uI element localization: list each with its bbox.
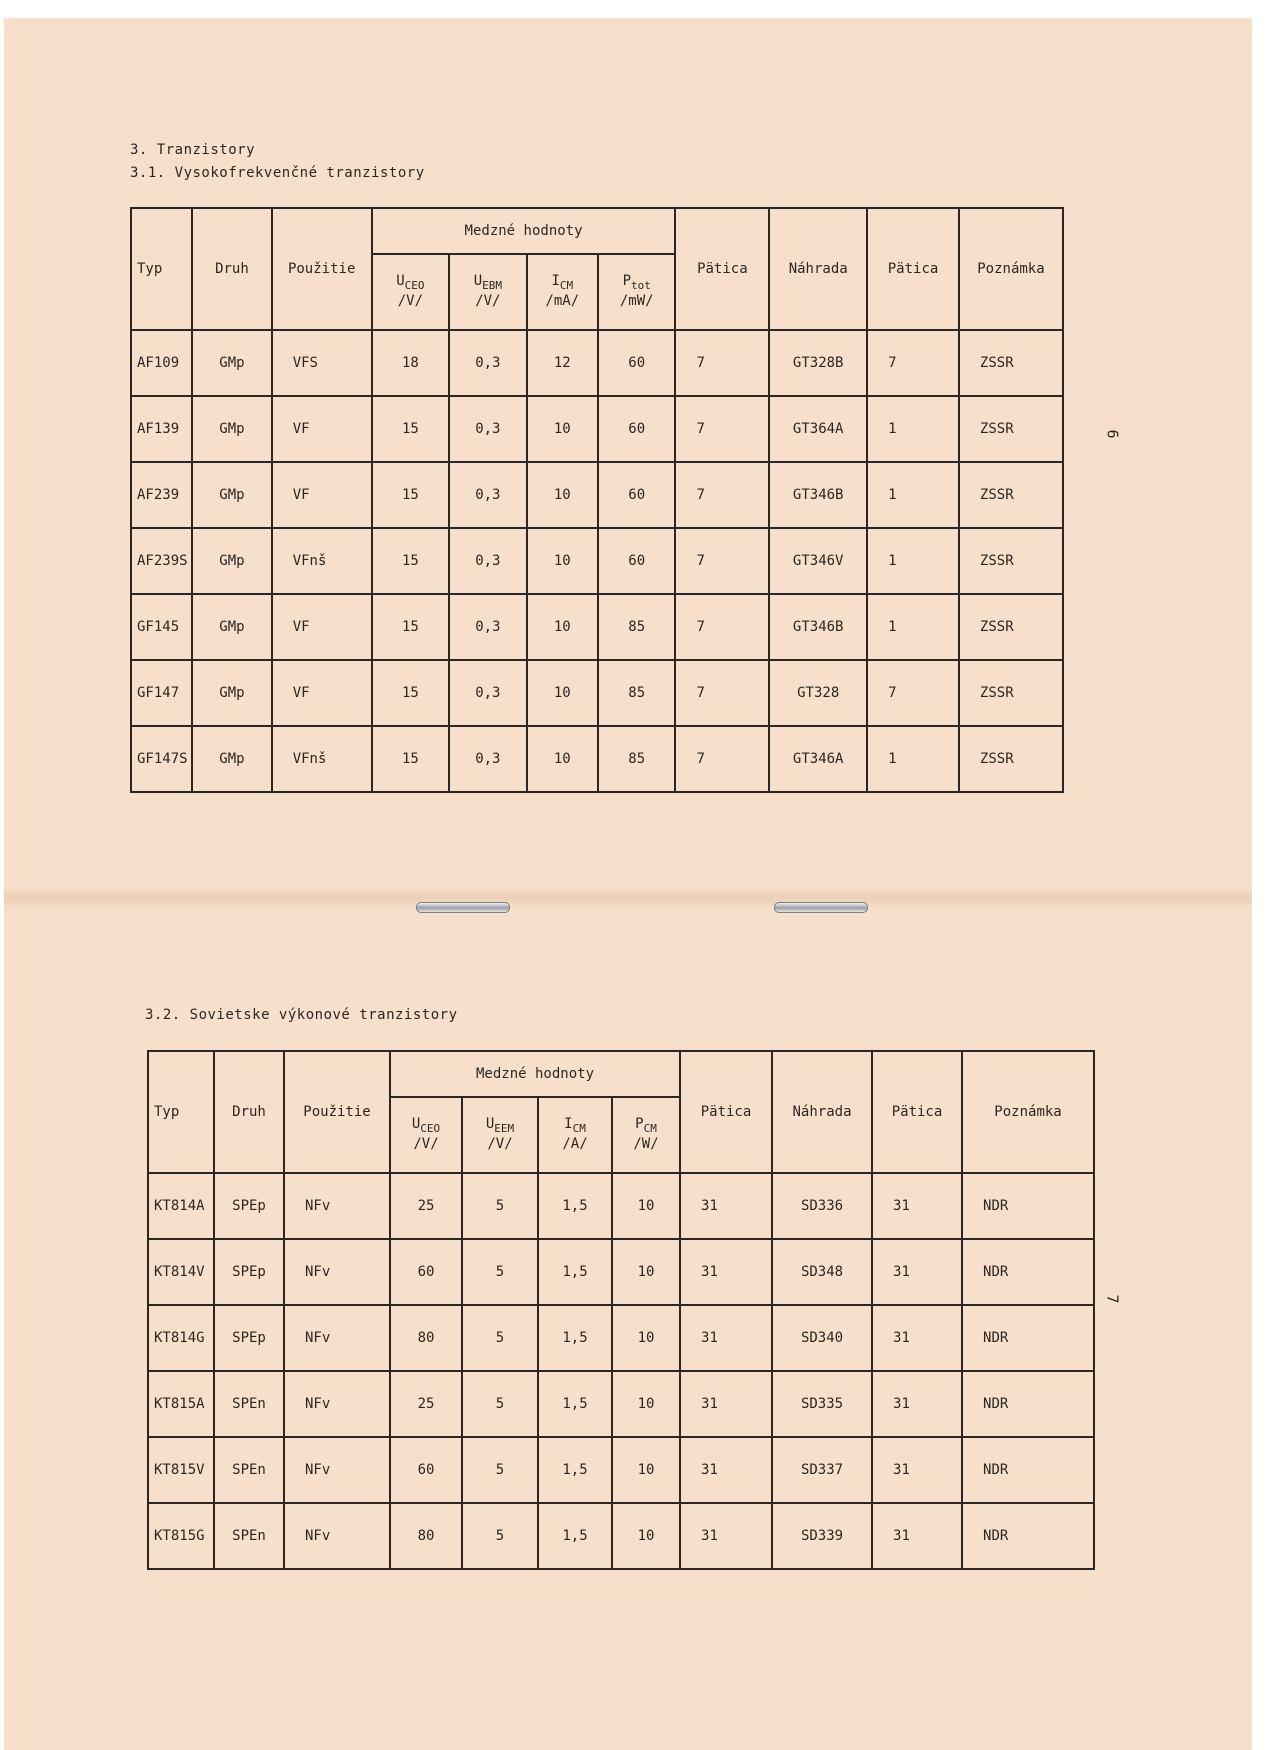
uceo-unit: /V/	[413, 1135, 439, 1152]
cell-patica-2: 7	[867, 660, 959, 726]
cell-pcm: 10	[612, 1305, 680, 1371]
section-heading-hf: 3.1. Vysokofrekvenčné tranzistory	[130, 165, 425, 181]
cell-druh: GMp	[192, 660, 272, 726]
cell-druh: GMp	[192, 462, 272, 528]
header-uceo	[372, 254, 449, 330]
cell-patica: 7	[675, 660, 769, 726]
power-transistor-table	[147, 1050, 1095, 1570]
icm-unit: /A/	[562, 1135, 588, 1152]
pcm-symbol: P	[635, 1115, 644, 1132]
cell-druh: SPEn	[214, 1503, 284, 1569]
cell-patica-2: 1	[867, 528, 959, 594]
table-row	[131, 330, 1063, 396]
cell-uceo: 25	[390, 1173, 462, 1239]
cell-druh: GMp	[192, 726, 272, 792]
cell-pcm: 10	[612, 1239, 680, 1305]
cell-uceo: 15	[372, 528, 449, 594]
cell-nahrada: SD336	[772, 1173, 872, 1239]
cell-pouzitie: VF	[272, 594, 372, 660]
cell-druh: GMp	[192, 528, 272, 594]
cell-uceo: 15	[372, 396, 449, 462]
cell-uceo: 18	[372, 330, 449, 396]
page-number-top: 6	[1103, 429, 1122, 439]
uebm-subscript: EBM	[482, 278, 502, 292]
uceo-symbol: U	[411, 1115, 421, 1132]
table-row	[131, 726, 1063, 792]
header-ueem	[462, 1097, 538, 1173]
header-patica: Pätica	[680, 1051, 772, 1173]
table-row	[148, 1173, 1094, 1239]
cell-patica-2: 31	[872, 1305, 962, 1371]
cell-nahrada: GT346B	[769, 462, 867, 528]
icm-unit: /mA/	[545, 292, 580, 309]
header-medzne-hodnoty: Medzné hodnoty	[390, 1051, 680, 1097]
cell-patica: 7	[675, 528, 769, 594]
header-uebm	[449, 254, 526, 330]
cell-patica: 31	[680, 1173, 772, 1239]
table-row	[131, 660, 1063, 726]
header-ptot	[598, 254, 676, 330]
cell-poznamka: ZSSR	[959, 462, 1063, 528]
header-pouzitie: Použitie	[284, 1051, 390, 1173]
uceo-subscript: CEO	[420, 1121, 441, 1135]
cell-patica-2: 1	[867, 726, 959, 792]
cell-druh: GMp	[192, 330, 272, 396]
icm-symbol: I	[564, 1115, 573, 1132]
header-icm	[538, 1097, 612, 1173]
icm-symbol: I	[551, 272, 560, 289]
cell-typ: GF147S	[131, 726, 192, 792]
cell-uebm: 0,3	[449, 396, 526, 462]
cell-pouzitie: NFv	[284, 1437, 390, 1503]
cell-nahrada: SD335	[772, 1371, 872, 1437]
cell-patica: 31	[680, 1503, 772, 1569]
uebm-unit: /V/	[475, 292, 501, 309]
cell-druh: SPEp	[214, 1173, 284, 1239]
cell-patica: 7	[675, 462, 769, 528]
ptot-subscript: tot	[631, 278, 651, 292]
cell-ueem: 5	[462, 1437, 538, 1503]
cell-poznamka: ZSSR	[959, 330, 1063, 396]
cell-nahrada: SD337	[772, 1437, 872, 1503]
table-row	[148, 1371, 1094, 1437]
cell-poznamka: NDR	[962, 1503, 1094, 1569]
cell-patica-2: 31	[872, 1173, 962, 1239]
ptot-symbol: P	[622, 272, 631, 289]
cell-poznamka: NDR	[962, 1305, 1094, 1371]
cell-ptot: 60	[598, 396, 676, 462]
header-pouzitie: Použitie	[272, 208, 372, 330]
cell-ueem: 5	[462, 1239, 538, 1305]
cell-uebm: 0,3	[449, 660, 526, 726]
cell-icm: 10	[527, 594, 598, 660]
page-number-bottom: 7	[1103, 1294, 1122, 1304]
uceo-symbol: U	[396, 272, 405, 289]
cell-ueem: 5	[462, 1371, 538, 1437]
cell-ptot: 85	[598, 726, 676, 792]
cell-uceo: 15	[372, 660, 449, 726]
cell-typ: KT815A	[148, 1371, 214, 1437]
cell-patica-2: 1	[867, 396, 959, 462]
cell-ueem: 5	[462, 1305, 538, 1371]
cell-ptot: 60	[598, 330, 676, 396]
cell-pouzitie: NFv	[284, 1173, 390, 1239]
cell-icm: 1,5	[538, 1239, 612, 1305]
cell-pouzitie: NFv	[284, 1371, 390, 1437]
cell-nahrada: GT364A	[769, 396, 867, 462]
cell-ptot: 85	[598, 594, 676, 660]
header-icm	[527, 254, 598, 330]
page-fold	[4, 886, 1252, 910]
table-row	[131, 528, 1063, 594]
cell-nahrada: GT328B	[769, 330, 867, 396]
cell-patica-2: 7	[867, 330, 959, 396]
cell-nahrada: GT346V	[769, 528, 867, 594]
header-pcm	[612, 1097, 680, 1173]
cell-uceo: 15	[372, 462, 449, 528]
cell-typ: KT814V	[148, 1239, 214, 1305]
cell-uceo: 15	[372, 594, 449, 660]
cell-typ: AF109	[131, 330, 192, 396]
cell-typ: AF239	[131, 462, 192, 528]
cell-ptot: 60	[598, 462, 676, 528]
cell-uceo: 60	[390, 1239, 462, 1305]
header-nahrada: Náhrada	[769, 208, 867, 330]
ueem-subscript: EEM	[494, 1121, 515, 1135]
cell-icm: 12	[527, 330, 598, 396]
cell-pouzitie: VFS	[272, 330, 372, 396]
cell-icm: 10	[527, 660, 598, 726]
cell-patica-2: 1	[867, 594, 959, 660]
cell-druh: SPEp	[214, 1305, 284, 1371]
cell-typ: AF239S	[131, 528, 192, 594]
table-row	[148, 1503, 1094, 1569]
cell-patica: 31	[680, 1239, 772, 1305]
cell-druh: SPEn	[214, 1371, 284, 1437]
header-patica-2: Pätica	[872, 1051, 962, 1173]
cell-icm: 10	[527, 726, 598, 792]
table-row	[148, 1239, 1094, 1305]
cell-poznamka: NDR	[962, 1173, 1094, 1239]
header-druh: Druh	[192, 208, 272, 330]
cell-poznamka: ZSSR	[959, 726, 1063, 792]
cell-patica-2: 31	[872, 1437, 962, 1503]
header-medzne-hodnoty: Medzné hodnoty	[372, 208, 676, 254]
cell-patica: 31	[680, 1305, 772, 1371]
ueem-unit: /V/	[487, 1135, 513, 1152]
cell-uebm: 0,3	[449, 726, 526, 792]
cell-poznamka: ZSSR	[959, 660, 1063, 726]
cell-icm: 10	[527, 396, 598, 462]
cell-uebm: 0,3	[449, 528, 526, 594]
cell-icm: 1,5	[538, 1437, 612, 1503]
uebm-symbol: U	[473, 272, 483, 289]
uceo-unit: /V/	[397, 292, 424, 309]
icm-subscript: CM	[559, 278, 574, 292]
cell-ueem: 5	[462, 1173, 538, 1239]
pcm-unit: /W/	[633, 1135, 659, 1152]
header-poznamka: Poznámka	[962, 1051, 1094, 1173]
staple-left	[416, 902, 510, 913]
cell-ueem: 5	[462, 1503, 538, 1569]
cell-nahrada: GT346B	[769, 594, 867, 660]
header-poznamka: Poznámka	[959, 208, 1063, 330]
cell-nahrada: SD348	[772, 1239, 872, 1305]
ueem-symbol: U	[485, 1115, 495, 1132]
table-row	[148, 1305, 1094, 1371]
header-druh: Druh	[214, 1051, 284, 1173]
ptot-unit: /mW/	[619, 292, 654, 309]
cell-icm: 1,5	[538, 1173, 612, 1239]
cell-poznamka: ZSSR	[959, 396, 1063, 462]
cell-patica: 31	[680, 1371, 772, 1437]
table-row	[131, 462, 1063, 528]
cell-patica: 7	[675, 594, 769, 660]
cell-nahrada: GT328	[769, 660, 867, 726]
cell-patica-2: 1	[867, 462, 959, 528]
cell-icm: 10	[527, 528, 598, 594]
cell-typ: KT814A	[148, 1173, 214, 1239]
cell-uceo: 25	[390, 1371, 462, 1437]
cell-nahrada: GT346A	[769, 726, 867, 792]
header-patica: Pätica	[675, 208, 769, 330]
cell-druh: SPEn	[214, 1437, 284, 1503]
cell-pouzitie: VFnš	[272, 726, 372, 792]
cell-pouzitie: NFv	[284, 1503, 390, 1569]
header-uceo	[390, 1097, 462, 1173]
cell-uceo: 60	[390, 1437, 462, 1503]
header-typ: Typ	[148, 1051, 214, 1173]
cell-pouzitie: VF	[272, 660, 372, 726]
cell-pcm: 10	[612, 1371, 680, 1437]
hf-transistor-table	[130, 207, 1064, 793]
cell-poznamka: NDR	[962, 1437, 1094, 1503]
cell-patica-2: 31	[872, 1503, 962, 1569]
section-heading-power: 3.2. Sovietske výkonové tranzistory	[145, 1007, 458, 1023]
uceo-subscript: CEO	[404, 278, 425, 292]
table-row	[131, 594, 1063, 660]
cell-druh: GMp	[192, 396, 272, 462]
cell-uebm: 0,3	[449, 330, 526, 396]
cell-pcm: 10	[612, 1437, 680, 1503]
cell-typ: KT815G	[148, 1503, 214, 1569]
cell-pouzitie: NFv	[284, 1305, 390, 1371]
cell-nahrada: SD339	[772, 1503, 872, 1569]
cell-patica-2: 31	[872, 1371, 962, 1437]
cell-icm: 1,5	[538, 1371, 612, 1437]
cell-uceo: 80	[390, 1305, 462, 1371]
cell-pouzitie: VF	[272, 396, 372, 462]
cell-pouzitie: NFv	[284, 1239, 390, 1305]
cell-uceo: 15	[372, 726, 449, 792]
cell-uceo: 80	[390, 1503, 462, 1569]
cell-patica: 7	[675, 396, 769, 462]
cell-poznamka: NDR	[962, 1371, 1094, 1437]
cell-typ: GF147	[131, 660, 192, 726]
cell-typ: AF139	[131, 396, 192, 462]
cell-pcm: 10	[612, 1503, 680, 1569]
header-patica-2: Pätica	[867, 208, 959, 330]
cell-uebm: 0,3	[449, 594, 526, 660]
cell-druh: SPEp	[214, 1239, 284, 1305]
header-nahrada: Náhrada	[772, 1051, 872, 1173]
table-row	[131, 396, 1063, 462]
icm-subscript: CM	[572, 1121, 586, 1135]
cell-druh: GMp	[192, 594, 272, 660]
cell-poznamka: ZSSR	[959, 594, 1063, 660]
chapter-heading: 3. Tranzistory	[130, 142, 256, 158]
cell-typ: KT814G	[148, 1305, 214, 1371]
cell-patica: 7	[675, 330, 769, 396]
table-row	[148, 1437, 1094, 1503]
cell-pouzitie: VFnš	[272, 528, 372, 594]
cell-uebm: 0,3	[449, 462, 526, 528]
cell-nahrada: SD340	[772, 1305, 872, 1371]
cell-poznamka: NDR	[962, 1239, 1094, 1305]
cell-icm: 1,5	[538, 1305, 612, 1371]
cell-patica: 31	[680, 1437, 772, 1503]
cell-ptot: 85	[598, 660, 676, 726]
pcm-subscript: CM	[643, 1121, 657, 1135]
cell-ptot: 60	[598, 528, 676, 594]
cell-typ: GF145	[131, 594, 192, 660]
cell-icm: 10	[527, 462, 598, 528]
cell-pcm: 10	[612, 1173, 680, 1239]
header-typ: Typ	[131, 208, 192, 330]
cell-patica-2: 31	[872, 1239, 962, 1305]
cell-patica: 7	[675, 726, 769, 792]
cell-poznamka: ZSSR	[959, 528, 1063, 594]
cell-typ: KT815V	[148, 1437, 214, 1503]
staple-right	[774, 902, 868, 913]
cell-icm: 1,5	[538, 1503, 612, 1569]
cell-pouzitie: VF	[272, 462, 372, 528]
